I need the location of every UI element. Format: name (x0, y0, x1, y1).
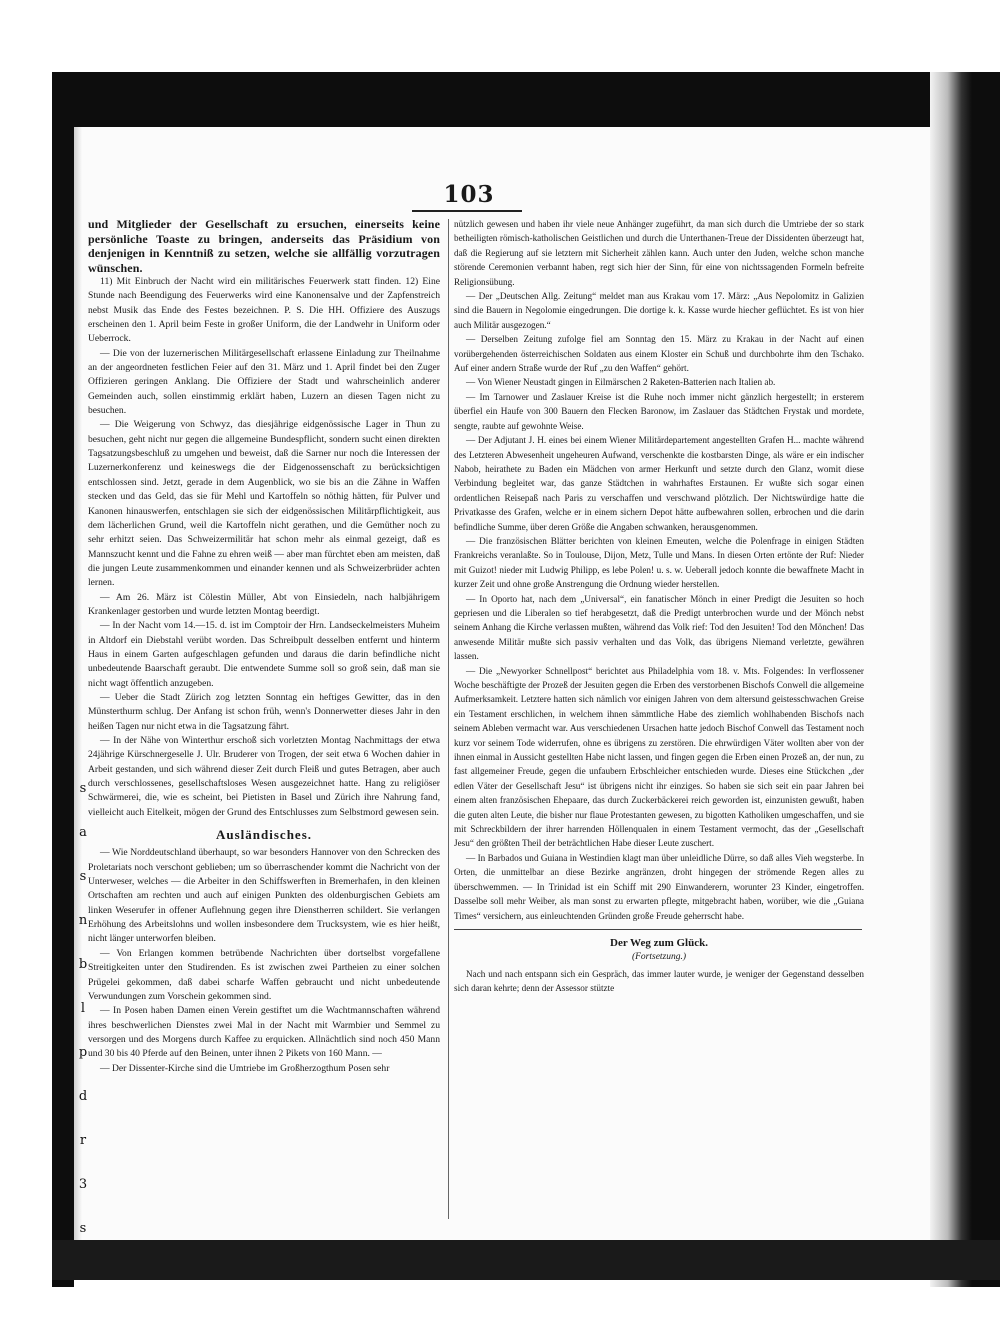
serial-subtitle: (Fortsetzung.) (631, 952, 687, 963)
article-paragraph: — Derselben Zeitung zufolge fiel am Sonntag den 15. März zu Krakau in der Nacht auf einen vorübergehenden österreichischen Soldaten aus einem Kloster ein Schuß und durchbohrte ihm den Tschako. Auf einer andern Straße wurde der Ruf „zu den Waffen“ gehört. (454, 334, 864, 374)
article-paragraph: — Von Erlangen kommen betrübende Nachrichten über dortselbst vorgefallene Streitigkeiten unter den Studirenden. Es ist zwischen zwei Partheien zu einer solchen Prügelei gekommen, daß dabei scharfe Waffen gebraucht und nicht unbedeutende Verwundungen zum Vorschein gekommen sind. (88, 947, 440, 1002)
article-paragraph: — Der „Deutschen Allg. Zeitung“ meldet man aus Krakau vom 17. März: „Aus Nepolomitz in Galizien sind die Bauern in Negolomie eingedrungen. Die dortige k. k. Kasse wurde hiecher geflüchtet. Es ist von hier auch Militär ausgezogen.“ (454, 291, 864, 330)
article-paragraph: — Die Weigerung von Schwyz, das diesjährige eidgenössische Lager in Thun zu besuchen, geht nicht nur gegen die allgemeine Bundespflicht, sondern sucht einen direkten Tagsatzungsbeschluß zu umgehen und beweist, daß die Sarner nur noch die Interessen der Luzernerkonferenz und keineswegs die der Eidgenossenschaft zu berücksichtigen entschlossen sind. Jetzt, gerade in dem Augenblick, wo sie bis an die Zähne in Waffen stecken und das Geld, das sie für Mehl und Kartoffeln so nöthig hätten, für Pulver und Kanonen hinauswerfen, entschlagen sie sich der eidgenössischen Militärpflichtigkeit, aus dem lächerlichen Grund, weil die Kartoffeln nicht gerathen, und die Gemüther noch zu sehr erhitzt seien. Das Schweizermilitär hat schon mehr als einmal gezeigt, daß es Mannszucht kennt und die Fahne zu ehren weiß — aber man fürchtet eben am meisten, daß die jungen Leute zusammenkommen und einander kennen und als Schweizerbrüder achten lernen. (88, 419, 440, 589)
serial-title: Der Weg zum Glück. (610, 936, 708, 949)
margin-char: b (78, 957, 88, 972)
newspaper-page (74, 127, 930, 1240)
margin-char: p (78, 1045, 88, 1060)
scan-border-left (52, 72, 74, 1287)
article-paragraph: 11) Mit Einbruch der Nacht wird ein militärisches Feuerwerk statt finden. 12) Eine Stunde nach Beendigung des Feuerwerks wird eine Kanonensalve und der Zapfenstreich nebst Musik das Ende des Festes bezeichnen. P. S. Die HH. Offiziere des Auszugs erscheinen den 1. April beim Feste in großer Uniform, die der Landwehr in Uniform oder Ueberrock. (88, 276, 440, 345)
lead-paragraph: und Mitglieder der Gesellschaft zu ersuchen, einerseits keine persönliche Toaste zu bringen, anderseits das Präsidium von denjenigen in Kenntniß zu setzen, welche sie allfällig vorzutragen wünschen. (88, 217, 440, 275)
article-paragraph: — Die „Newyorker Schnellpost“ berichtet aus Philadelphia vom 18. v. Mts. Folgendes: In verflossener Woche beschäftigte der Prozeß der Jesuiten gegen die Erben des verstorbenen Bischofs Conwell die allgemeine Aufmerksamkeit. Letztere hatten sich nämlich vor einigen Jahren von dem altersund geistesschwachen Greise ein Testament erschlichen, in welchem ihnen sämmtliche Habe des ziemlich wohlhabenden Bischofs nach seinem Ableben vermacht war. Aus verschiedenen Ursachen hatte jedoch Bischof Conwell das Testament noch kurz vor seinem Tode widerrufen, ohne es übrigens zu zerstören. Die ehrwürdigen Väter wollten aber von der ihnen einmal in Aussicht gestellten Habe nicht lassen, und fingen gegen die Erben einen Prozeß an, der nun, zu fast allgemeiner Freude, gegen die unfaubern Erbschleicher entschieden wurde. Dieses eine Stückchen „der edlen Väter der Gesellschaft Jesu“ ist übrigens nicht ihr einziges. So haben sie sich seit ein paar Jahren bei einem alten französischen Ehepaare, das durch Zuckerbäckerei reich geworden ist, einzunisten gewußt, haben die guten alten Leute, die bisher nur flaue Protestanten gewesen, zu bigotten Katholiken umgeschaffen, und sie mit Schreckbildern der ihrer harrenden Höllenqualen in einem Testament vermocht, das der „Gesellschaft Jesu“ den größten Theil der beträchtlichen Habe dieser Leute zuschert. (454, 665, 864, 849)
article-paragraph: — Der Adjutant J. H. eines bei einem Wiener Militärdepartement angestellten Grafen H... machte während des Letzteren Abwesenheit ungeheuren Aufwand, verschenkte die kostbarsten Dinge, als wäre er ein indischer Nabob, heirathete zu Baden ein Mädchen von armer Herkunft und setzte durch den Glanz, womit diese Verbindung begleitet war, das ganze Städtchen in wahrhaftes Erstaunen. Er wußte sich sogar einen ordentlichen Reisepaß nach Paris zu verschaffen und verschwand plötzlich. Der Nichtswürdige hatte die Privatkasse des Grafen, welche er in einem sichern Depot hätte aufbewahren sollen, erbrochen und die darin befindliche Summe, über deren Größe die Angaben schwanken, herausgenommen. (454, 435, 864, 532)
article-paragraph: — Im Tarnower und Zaslauer Kreise ist die Ruhe noch immer nicht gänzlich hergestellt; in ersterem überfiel ein Haufe von 300 Bauern den Flecken Baronow, im Zaslauer das Städtchen Frystak und mordete, sengte, raubte auf gewohnte Weise. (454, 391, 864, 431)
article-paragraph: — Wie Norddeutschland überhaupt, so war besonders Hannover von den Schrecken des Proletariats noch verschont geblieben; um so überraschender kommt die Nachricht von der Unterweser, welches — die Arbeiter in den Schiffswerften in Bremerhafen, in den kleinen Ortschaften am rechten und auch auf einigen Punkten des oldenburgischen Gebiets am linken Weserufer in offener Auflehnung gegen ihre Dienstherren schildert. Sie verlangen Erhöhung des Arbeitslohns und wollen insbesondere dem Trucksystem, wie es hier heißt, nicht länger unterworfen bleiben. (88, 847, 440, 945)
article-paragraph: — In der Nacht vom 14.—15. d. ist im Comptoir der Hrn. Landseckelmeisters Muheim in Altdorf ein Diebstahl verübt worden. Das Schreibpult desselben entfernt und hinterm Haus in einem Garten aufgeschlagen gefunden und daraus die darin befindliche nicht unbedeutende Baarschaft geraubt. Die entwendete Summe soll so groß sein, daß man sie nicht wagt öffentlich anzugeben. (88, 620, 440, 689)
margin-char: d (78, 1089, 88, 1104)
margin-char: s (79, 1221, 87, 1236)
scan-border-right (930, 72, 1000, 1287)
margin-char: l (80, 1001, 86, 1016)
margin-char: 3 (78, 1177, 88, 1192)
scan-border-top (52, 72, 1000, 127)
margin-char: n (78, 913, 88, 928)
article-paragraph: — In Posen haben Damen einen Verein gestiftet um die Wachtmannschaften während ihres beschwerlichen Dienstes zwei Mal in der Nacht mit Warmbier und Semmel zu versorgen und des Morgens durch Kaffee zu erquicken. Allnächtlich sind noch 450 Mann und 30 bis 40 Pferde auf den Beinen, unter ihnen 2 Pikets von 160 Mann. — (88, 1005, 440, 1060)
serial-paragraph: Nach und nach entspann sich ein Gespräch, das immer lauter wurde, je weniger der Gegenstand desselben sich daran kehrte; denn der Assessor stützte (454, 968, 864, 994)
margin-char: r (79, 1133, 87, 1148)
article-paragraph: — Ueber die Stadt Zürich zog letzten Sonntag ein heftiges Gewitter, das in den Münsterthurm schlug. Der Anfang ist schon früh, wenn's Donnerwetter dieses Jahr in den heißen Tagen nur nicht etwa in die Tagsatzung fährt. (88, 691, 440, 732)
column-divider (448, 219, 449, 1219)
article-paragraph: — Die von der luzernerischen Militärgesellschaft erlassene Einladung zur Theilnahme an der angeordneten festlichen Feier auf den 31. März und 1. April findet bei den Zuger Offizieren geringen Anklang. Die Offiziere der Stadt und wahrscheinlich anderer Gemeinden auch, sollen einstimmig erklärt haben, Luzern an diesen Tagen nicht zu besuchen. (88, 347, 440, 417)
article-paragraph: — Am 26. März ist Cölestin Müller, Abt von Einsiedeln, nach halbjährigem Krankenlager gestorben und wurde letzten Montag beerdigt. (88, 591, 440, 617)
article-paragraph: — In der Nähe von Winterthur erschoß sich vorletzten Montag Nachmittags der etwa 24jährige Kürschnergeselle J. Ulr. Bruderer von Trogen, der seit etwa 6 Wochen dahier in Arbeit gestanden, und sich während dieser Zeit durch Fleiß und gutes Betragen, aber auch durch verschlossenes, gesellschaftsloses Wesen ausgezeichnet hatte. Hang zu religiöser Schwärmerei, die, wie es scheint, bei Pietisten in Basel und Zürich ihre Nahrung fand, vielleicht auch Eitelkeit, mögen der Grund des Entschlusses zum Selbstmord gewesen sein. (88, 735, 440, 818)
margin-char: s (79, 781, 87, 796)
scan-border-bottom (52, 1240, 1000, 1280)
article-paragraph: — Die französischen Blätter berichten von kleinen Emeuten, welche die Polenfrage in einigen Städten Frankreichs veranlaßte. So in Toulouse, Dijon, Metz, Tulle und Mans. In diesen Orten ertönte der Ruf: Nieder mit Guizot! nieder mit Ludwig Philipp, es lebe Polen! u. s. w. Ueberall jedoch konnte die bewaffnete Macht in kurzer Zeit und ohne große Anstrengung die Ordnung wieder herstellen. (454, 535, 864, 590)
margin-char: a (79, 825, 87, 840)
article-paragraph: — Von Wiener Neustadt gingen in Eilmärschen 2 Raketen-Batterien nach Italien ab. (466, 377, 776, 388)
article-paragraph: — In Oporto hat, nach dem „Universal“, ein fanatischer Mönch in einer Predigt die Jesuiten so hoch gepriesen und die Liberalen so tief herabgesetzt, daß die Predigt unterbrochen wurde und der Mönch nebst seinem Anhang die Kirche verlassen mußten, während das Volk rief: Tod den Jesuiten! Tod den Mönchen! Das anwesende Militär mußte sich passiv verhalten und das Volk, das übrigens Niemand verletzte, gewähren lassen. (454, 593, 864, 662)
article-paragraph: — In Barbados und Guiana in Westindien klagt man über unleidliche Dürre, so daß alles Vieh wegsterbe. In Orten, die unmittelbar an diese Bezirke angränzen, droht hingegen der strömende Regen alles zu überschwemmen. — In Trinidad ist ein Schiff mit 290 Einwanderern, worunter 23 Kinder, eingetroffen. Dasselbe soll mehr Weiber, als man sonst zu erwarten pflegte, mitgebracht haben, worüber, wie die „Guiana Times“ versichern, aus einleuchtenden Gründen große Freude geherrscht habe. (454, 852, 864, 921)
left-column (88, 217, 440, 1217)
article-paragraph: nützlich gewesen und haben ihr viele neue Anhänger zugeführt, da man sich durch die Umtriebe der so stark betheiligten römisch-katholischen Geistlichen und durch die Unterthanen-Treue der Dissidenten überzeugt hat, daß die Regierung auf sie letztern mit Sicherheit zählen kann. Auch unter den Juden, welche schon manche störende Ceremonien verbannt haben, regt sich hier der Sinn, für eine von nichtssagenden Formeln befreite Religionsübung. (454, 219, 864, 287)
page-number: 103 (443, 181, 495, 208)
serial-separator (454, 929, 862, 930)
margin-char: s (79, 869, 87, 884)
page-number-rule (412, 210, 522, 212)
section-heading-foreign: Ausländisches. (216, 827, 312, 843)
right-column (454, 217, 864, 1217)
article-paragraph: — Der Dissenter-Kirche sind die Umtriebe im Großherzogthum Posen sehr (100, 1062, 390, 1074)
